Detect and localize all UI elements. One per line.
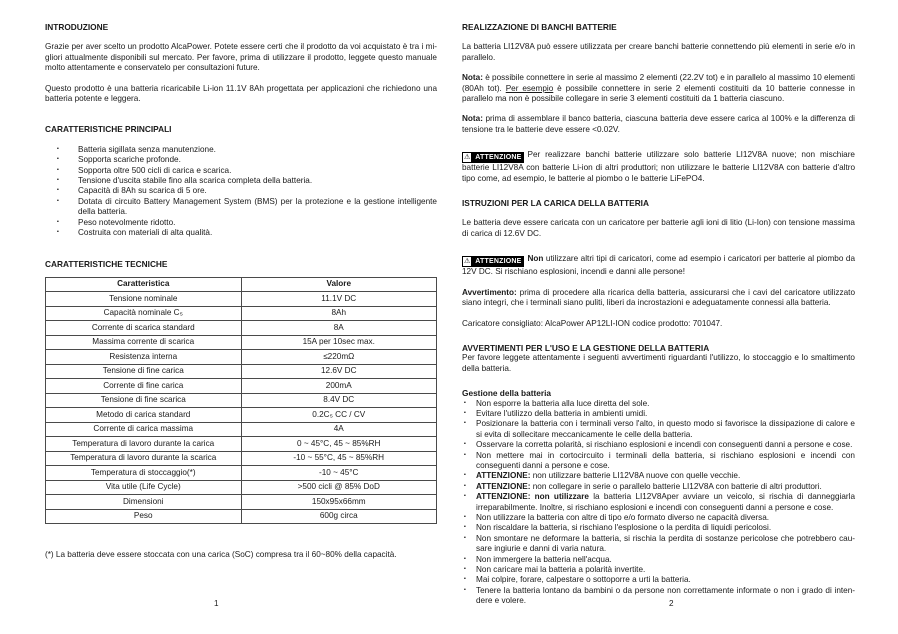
spec-value-cell: 600g circa bbox=[241, 509, 437, 524]
attention-badge bbox=[462, 152, 524, 163]
management-list-item bbox=[462, 565, 855, 575]
feature-list-item bbox=[45, 155, 437, 165]
spec-value-cell: 11.1V DC bbox=[241, 292, 437, 307]
spec-value-cell: -10 ~ 45°C bbox=[241, 466, 437, 481]
bullet-icon: ▪ bbox=[57, 177, 59, 184]
table-row bbox=[46, 408, 437, 423]
feature-text: Sopporta scariche profonde. bbox=[78, 155, 181, 165]
bullet-icon: ▪ bbox=[464, 482, 466, 489]
table-row bbox=[46, 306, 437, 321]
table-row bbox=[46, 335, 437, 350]
heading-istruzioni-carica: ISTRUZIONI PER LA CARICA DELLA BATTERIA bbox=[462, 198, 649, 209]
table-row bbox=[46, 451, 437, 466]
spec-value-cell: 150x95x66mm bbox=[241, 495, 437, 510]
management-list-item bbox=[462, 534, 855, 555]
feature-text: Batteria sigillata senza manutenzione. bbox=[78, 144, 216, 154]
management-list-item bbox=[462, 586, 855, 607]
avvertimento-paragraph bbox=[462, 288, 855, 309]
attention-badge-2 bbox=[462, 256, 524, 267]
attention-badge-2-label: ATTENZIONE bbox=[472, 256, 524, 267]
management-list-item bbox=[462, 555, 855, 565]
spec-name-cell: Massima corrente di scarica bbox=[46, 335, 242, 350]
management-item-bold: ATTENZIONE: non utilizzare bbox=[476, 492, 589, 502]
nota-2-text: prima di assemblare il banco batteria, ciascuna batteria deve essere carica al 100% e la differenza di tensione tra le batterie deve essere <0.02V. bbox=[462, 114, 855, 134]
attention-2-text: utilizzare altri tipi di caricatori, come ad esempio i caricatori per batterie al piombo da 12V DC. Si rischiano esplosioni, incendi e danni alle persone! bbox=[462, 254, 855, 277]
management-item-text: Mai colpire, forare, calpestare o sottoporre a urti la batteria. bbox=[476, 575, 691, 585]
intro-paragraph-2: Questo prodotto è una batteria ricaricabile Li-ion 11.1V 8Ah progettata per applicazioni che richiedono una batteria potente e leggera. bbox=[45, 83, 437, 104]
spec-name-cell: Corrente di fine carica bbox=[46, 379, 242, 394]
spec-value-cell: 8.4V DC bbox=[241, 393, 437, 408]
management-item-text: Posizionare la batteria con i terminali verso l'alto, in questo modo si favorisce la dissipazione di calore e si evita di sollecitare meccanicamente le celle della batteria. bbox=[476, 419, 855, 439]
avvertimento-text: prima di procedere alla ricarica della batteria, assicurarsi che i cavi del caricatore utilizzato siano integri, che i terminali siano puliti, liberi da incrostazioni e adeguatamente connessi alla batteria. bbox=[462, 287, 855, 308]
management-item-text: Non riscaldare la batteria, si rischiano l'esplosione o la perdita di liquidi pericolosi. bbox=[476, 523, 772, 533]
management-item-text: Non esporre la batteria alla luce diretta del sole. bbox=[476, 398, 650, 408]
management-item-text: la batteria LI12V8Aper avviare un veicolo, si rischia di danneggiarla irreparabilmente. Inoltre, si rischiano esplosioni e incendi con conseguenti danni a persone e cose. bbox=[476, 492, 856, 512]
col-header-caratteristica: Caratteristica bbox=[46, 277, 242, 292]
management-list-item bbox=[462, 409, 855, 419]
table-row bbox=[46, 321, 437, 336]
nota-1-underlined: Per esempio bbox=[505, 83, 554, 93]
bullet-icon: ▪ bbox=[464, 472, 466, 479]
attention-paragraph-2 bbox=[462, 254, 855, 277]
table-row bbox=[46, 422, 437, 437]
table-row bbox=[46, 379, 437, 394]
bullet-icon: ▪ bbox=[464, 409, 466, 416]
attention-1-text: Per realizzare banchi batterie utilizzare solo batterie LI12V8A nuove; non mischiare batterie LI12V8A con batterie Li-ion di altri produttori; non utilizzare le batterie LI12V8A con batterie d'altro tipo come, ad esempio, le batterie al piombo o le batterie LiFePO4. bbox=[462, 150, 855, 183]
bullet-icon: ▪ bbox=[464, 566, 466, 573]
spec-name-cell: Tensione di fine scarica bbox=[46, 393, 242, 408]
feature-list-item bbox=[45, 166, 437, 176]
heading-caratteristiche-tecniche: CARATTERISTICHE TECNICHE bbox=[45, 258, 168, 269]
table-row bbox=[46, 437, 437, 452]
management-item-text: Non smontare ne deformare la batteria, si rischia la perdita di sostanze pericolose che potrebbero causare ingiurie e danni di varia natura. bbox=[476, 533, 855, 554]
spec-value-cell: 200mA bbox=[241, 379, 437, 394]
feature-list-item bbox=[45, 197, 437, 218]
bullet-icon: ▪ bbox=[464, 524, 466, 531]
spec-name-cell: Peso bbox=[46, 509, 242, 524]
spec-value-cell: 12.6V DC bbox=[241, 364, 437, 379]
spec-value-cell: 15A per 10sec max. bbox=[241, 335, 437, 350]
management-list-item bbox=[462, 575, 855, 585]
feature-text: Sopporta oltre 500 cicli di carica e scarica. bbox=[78, 165, 232, 175]
spec-name-cell: Metodo di carica standard bbox=[46, 408, 242, 423]
bullet-icon: ▪ bbox=[57, 166, 59, 173]
nota-1-text-b: è possibile connettere in serie 2 elementi costituiti da 10 batterie connesse in parallelo ma non è possibile collegare in serie 3 elementi costituiti da 1 batteria ciascuno. bbox=[462, 83, 855, 104]
banks-paragraph: La batteria LI12V8A può essere utilizzata per creare banchi batterie connettendo più elementi in serie e/o in parallelo. bbox=[462, 42, 855, 62]
bullet-icon: ▪ bbox=[57, 156, 59, 163]
table-body bbox=[46, 292, 437, 524]
management-list-item bbox=[462, 440, 855, 450]
bullet-icon: ▪ bbox=[464, 441, 466, 448]
bullet-icon: ▪ bbox=[464, 555, 466, 562]
spec-value-cell: >500 cicli @ 85% DoD bbox=[241, 480, 437, 495]
attention-paragraph-1 bbox=[462, 150, 855, 184]
management-item-text: Non mettere mai in cortocircuito i terminali della batteria, si rischiano esplosioni e incendi con conseguenti danni a persone e cose. bbox=[476, 450, 855, 470]
bullet-icon: ▪ bbox=[57, 145, 59, 152]
management-item-text: non utilizzare batterie LI12V8A nuove con quelle vecchie. bbox=[530, 471, 741, 481]
management-list-item bbox=[462, 523, 855, 533]
feature-list-item bbox=[45, 218, 437, 228]
management-item-text: Evitare l'utilizzo della batteria in ambienti umidi. bbox=[476, 408, 648, 418]
feature-list-item bbox=[45, 186, 437, 196]
management-item-text: Non utilizzare la batteria con altre di tipo e/o formato diverso ne capacità diversa. bbox=[476, 513, 770, 522]
nota-1-text-a: è possibile connettere in serie al massimo 2 elementi (22.2V tot) e in parallelo al massimo 10 elementi (80Ah tot). bbox=[462, 73, 855, 93]
table-row bbox=[46, 495, 437, 510]
spec-name-cell: Tensione nominale bbox=[46, 292, 242, 307]
storage-footnote: (*) La batteria deve essere stoccata con una carica (SoC) compresa tra il 60~80% della capacità. bbox=[45, 550, 397, 560]
table-header-row bbox=[46, 277, 437, 292]
management-item-text: Non caricare mai la batteria a polarità invertite. bbox=[476, 565, 646, 575]
management-list-item bbox=[462, 513, 855, 523]
spec-name-cell: Temperatura di lavoro durante la carica bbox=[46, 437, 242, 452]
spec-value-cell: -10 ~ 55°C, 45 ~ 85%RH bbox=[241, 451, 437, 466]
heading-gestione-batteria: Gestione della batteria bbox=[462, 388, 551, 399]
spec-name-cell: Temperatura di stoccaggio(*) bbox=[46, 466, 242, 481]
bullet-icon: ▪ bbox=[464, 576, 466, 583]
nota-2-label: Nota: bbox=[462, 114, 483, 124]
manual-page-2 bbox=[462, 22, 855, 607]
bullet-icon: ▪ bbox=[464, 399, 466, 406]
management-item-text: non collegare in serie o parallelo batterie LI12V8A con batterie di altri produttori. bbox=[530, 481, 822, 491]
avvertimento-label: Avvertimento: bbox=[462, 287, 517, 297]
feature-text: Dotata di circuito Battery Management System (BMS) per la protezione e la gestione intelligente della batteria. bbox=[78, 196, 437, 217]
table-row bbox=[46, 364, 437, 379]
heading-introduzione: INTRODUZIONE bbox=[45, 22, 109, 32]
bullet-icon: ▪ bbox=[57, 187, 59, 194]
feature-text: Tensione d'uscita stabile fino alla scarica completa della batteria. bbox=[78, 176, 313, 186]
bullet-icon: ▪ bbox=[57, 218, 59, 225]
management-item-bold: ATTENZIONE: bbox=[476, 481, 531, 491]
management-item-text: Tenere la batteria lontano da bambini o da persone non correttamente informate o non i grado di intendere e volere. bbox=[476, 585, 855, 606]
spec-name-cell: Capacità nominale C₅ bbox=[46, 306, 242, 321]
table-row bbox=[46, 509, 437, 524]
management-list-item bbox=[462, 482, 855, 492]
recommended-charger-line: Caricatore consigliato: AlcaPower AP12LI-ION codice prodotto: 701047. bbox=[462, 318, 723, 328]
spec-value-cell: 4A bbox=[241, 422, 437, 437]
bullet-icon: ▪ bbox=[464, 534, 466, 541]
feature-list-item bbox=[45, 145, 437, 155]
bullet-icon: ▪ bbox=[57, 229, 59, 236]
manual-page-1 bbox=[45, 22, 437, 561]
bullet-icon: ▪ bbox=[57, 197, 59, 204]
features-list bbox=[45, 145, 437, 239]
spec-value-cell: 8Ah bbox=[241, 306, 437, 321]
intro-paragraph-1: Grazie per aver scelto un prodotto AlcaPower. Potete essere certi che il prodotto da voi acquistato è tra i migliori attualmente disponibili sul mercato. Per favore, prima di utilizzare il prodotto, leggete questo manuale molto attentamente e conservatelo per consultazioni future. bbox=[45, 42, 437, 73]
spec-value-cell: 8A bbox=[241, 321, 437, 336]
warning-triangle-icon: ⚠ bbox=[464, 258, 471, 266]
table-row bbox=[46, 480, 437, 495]
management-list bbox=[462, 399, 855, 607]
feature-text: Capacità di 8Ah su scarica di 5 ore. bbox=[78, 186, 207, 196]
management-item-text: Osservare la corretta polarità, si rischiano esplosioni e incendi con conseguenti danni a persone e cose. bbox=[476, 440, 853, 450]
spec-name-cell: Temperatura di lavoro durante la scarica bbox=[46, 451, 242, 466]
heading-avvertimenti-uso: AVVERTIMENTI PER L'USO E LA GESTIONE DELLA BATTERIA bbox=[462, 342, 710, 353]
heading-caratteristiche-principali: CARATTERISTICHE PRINCIPALI bbox=[45, 124, 172, 135]
table-row bbox=[46, 466, 437, 481]
nota-1 bbox=[462, 73, 855, 104]
page-number-2: 2 bbox=[669, 599, 674, 608]
management-item-text: Non immergere la batteria nell'acqua. bbox=[476, 554, 612, 564]
bullet-icon: ▪ bbox=[464, 420, 466, 427]
bullet-icon: ▪ bbox=[464, 586, 466, 593]
spec-name-cell: Tensione di fine carica bbox=[46, 364, 242, 379]
management-list-item bbox=[462, 399, 855, 409]
spec-name-cell: Corrente di scarica standard bbox=[46, 321, 242, 336]
management-list-item bbox=[462, 451, 855, 472]
spec-name-cell: Vita utile (Life Cycle) bbox=[46, 480, 242, 495]
table-row bbox=[46, 350, 437, 365]
page-number-1: 1 bbox=[214, 599, 219, 608]
charge-paragraph: Le batteria deve essere caricata con un caricatore per batterie agli ioni di litio (Li-Ion) con tensione massima di carica di 12.6V DC. bbox=[462, 218, 855, 238]
attention-2-bold: Non bbox=[527, 254, 544, 264]
feature-text: Peso notevolmente ridotto. bbox=[78, 217, 176, 227]
spec-name-cell: Dimensioni bbox=[46, 495, 242, 510]
table-row bbox=[46, 393, 437, 408]
spec-value-cell: ≤220mΩ bbox=[241, 350, 437, 365]
spec-value-cell: 0 ~ 45°C, 45 ~ 85%RH bbox=[241, 437, 437, 452]
management-list-item bbox=[462, 492, 855, 513]
bullet-icon: ▪ bbox=[464, 493, 466, 500]
nota-1-label: Nota: bbox=[462, 73, 483, 83]
management-list-item bbox=[462, 471, 855, 481]
bullet-icon: ▪ bbox=[464, 514, 466, 520]
spec-name-cell: Corrente di carica massima bbox=[46, 422, 242, 437]
spec-name-cell: Resistenza interna bbox=[46, 350, 242, 365]
heading-banchi-batterie: REALIZZAZIONE DI BANCHI BATTERIE bbox=[462, 22, 617, 32]
feature-text: Costruita con materiali di alta qualità. bbox=[78, 228, 213, 238]
col-header-valore: Valore bbox=[241, 277, 437, 292]
bullet-icon: ▪ bbox=[464, 451, 466, 458]
attention-badge-label: ATTENZIONE bbox=[472, 152, 524, 163]
tech-spec-table bbox=[45, 277, 437, 525]
spec-value-cell: 0.2C₅ CC / CV bbox=[241, 408, 437, 423]
feature-list-item bbox=[45, 228, 437, 238]
management-list-item bbox=[462, 419, 855, 440]
usage-paragraph: Per favore leggete attentamente i seguenti avvertimenti riguardanti l'utilizzo, lo stoccaggio e lo smaltimento della batteria. bbox=[462, 353, 855, 373]
table-row bbox=[46, 292, 437, 307]
nota-2 bbox=[462, 114, 855, 135]
warning-triangle-icon: ⚠ bbox=[464, 154, 471, 162]
feature-list-item bbox=[45, 176, 437, 186]
management-item-bold: ATTENZIONE: bbox=[476, 471, 531, 481]
